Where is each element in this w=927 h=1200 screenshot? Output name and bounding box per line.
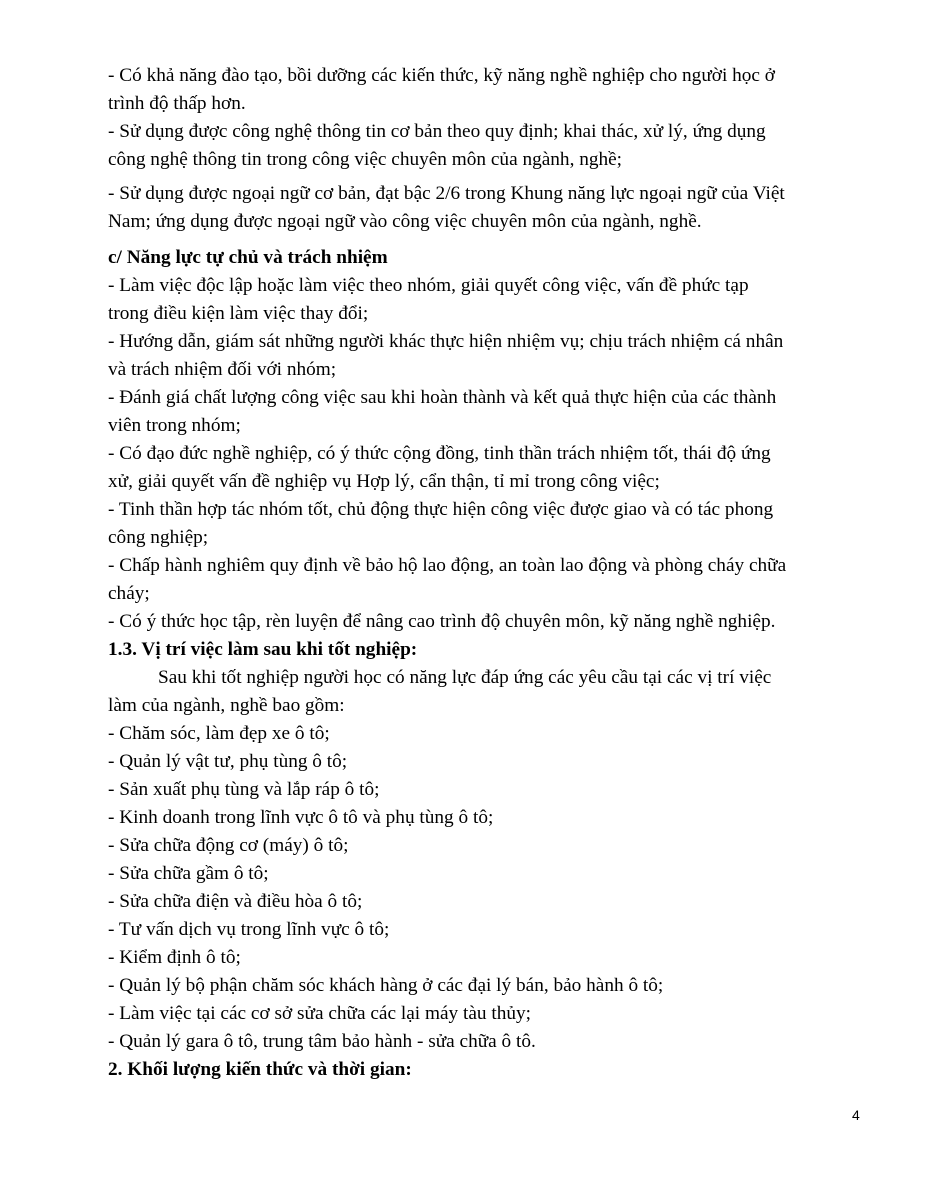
section-c-heading: c/ Năng lực tự chủ và trách nhiệm [108,247,388,268]
list-item: - Sửa chữa động cơ (máy) ô tô; [108,835,349,856]
list-item: - Quản lý vật tư, phụ tùng ô tô; [108,751,348,772]
list-item: - Tư vấn dịch vụ trong lĩnh vực ô tô; [108,919,390,940]
text-line: và trách nhiệm đối với nhóm; [108,359,337,380]
text-line: - Sử dụng được công nghệ thông tin cơ bản theo quy định; khai thác, xử lý, ứng dụng [108,121,766,142]
text-line: công nghiệp; [108,527,209,548]
text-line: - Sử dụng được ngoại ngữ cơ bản, đạt bậc 2/6 trong Khung năng lực ngoại ngữ của Việt [108,183,785,204]
list-item: - Quản lý bộ phận chăm sóc khách hàng ở các đại lý bán, bảo hành ô tô; [108,975,664,996]
text-line: trong điều kiện làm việc thay đổi; [108,303,369,324]
document-page [108,62,848,1084]
text-line: - Đánh giá chất lượng công việc sau khi hoàn thành và kết quả thực hiện của các thành [108,387,777,408]
text-line: trình độ thấp hơn. [108,93,246,114]
text-line: Sau khi tốt nghiệp người học có năng lực đáp ứng các yêu cầu tại các vị trí việc [158,667,772,688]
text-line: Nam; ứng dụng được ngoại ngữ vào công việc chuyên môn của ngành, nghề. [108,211,702,232]
section-1-3-heading: 1.3. Vị trí việc làm sau khi tốt nghiệp: [108,639,418,660]
list-item: - Sản xuất phụ tùng và lắp ráp ô tô; [108,779,380,800]
text-line: làm của ngành, nghề bao gồm: [108,695,345,716]
list-item: - Kiểm định ô tô; [108,947,241,968]
list-item: - Chăm sóc, làm đẹp xe ô tô; [108,723,330,744]
section-2-heading: 2. Khối lượng kiến thức và thời gian: [108,1059,412,1080]
list-item: - Sửa chữa điện và điều hòa ô tô; [108,891,363,912]
text-line: - Có đạo đức nghề nghiệp, có ý thức cộng đồng, tinh thần trách nhiệm tốt, thái độ ứng [108,443,771,464]
text-line: - Hướng dẫn, giám sát những người khác thực hiện nhiệm vụ; chịu trách nhiệm cá nhân [108,331,784,352]
list-item: - Quản lý gara ô tô, trung tâm bảo hành - sửa chữa ô tô. [108,1031,536,1052]
page-number: 4 [852,1107,860,1123]
text-line: - Chấp hành nghiêm quy định về bảo hộ lao động, an toàn lao động và phòng cháy chữa [108,555,787,576]
text-line: - Có khả năng đào tạo, bồi dưỡng các kiến thức, kỹ năng nghề nghiệp cho người học ở [108,65,776,86]
list-item: - Kinh doanh trong lĩnh vực ô tô và phụ tùng ô tô; [108,807,494,828]
text-line: - Tinh thần hợp tác nhóm tốt, chủ động thực hiện công việc được giao và có tác phong [108,499,774,520]
text-line: - Có ý thức học tập, rèn luyện để nâng cao trình độ chuyên môn, kỹ năng nghề nghiệp. [108,611,776,632]
list-item: - Sửa chữa gầm ô tô; [108,863,269,884]
text-line: xử, giải quyết vấn đề nghiệp vụ Hợp lý, cẩn thận, tỉ mỉ trong công việc; [108,471,660,492]
text-line: cháy; [108,583,150,604]
text-line: công nghệ thông tin trong công việc chuyên môn của ngành, nghề; [108,149,623,170]
text-line: - Làm việc độc lập hoặc làm việc theo nhóm, giải quyết công việc, vấn đề phức tạp [108,275,749,296]
list-item: - Làm việc tại các cơ sở sửa chữa các lại máy tàu thủy; [108,1003,531,1024]
text-line: viên trong nhóm; [108,415,241,436]
